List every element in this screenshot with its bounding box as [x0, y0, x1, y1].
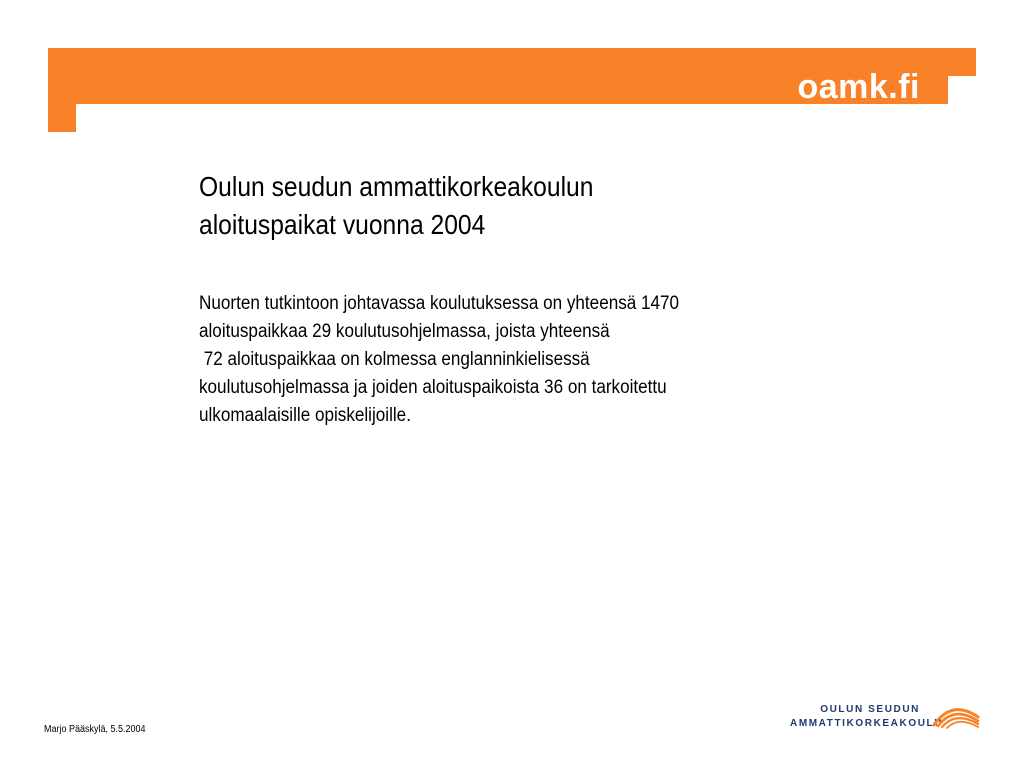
- slide-body: [199, 290, 811, 430]
- title-line: aloituspaikat vuonna 2004: [199, 209, 486, 240]
- body-line: koulutusohjelmassa ja joiden aloituspaikoista 36 on tarkoitettu: [199, 377, 667, 398]
- header-band-tab: [48, 104, 76, 132]
- body-line: 72 aloituspaikkaa on kolmessa englanninkielisessä: [199, 349, 590, 370]
- title-line: Oulun seudun ammattikorkeakoulun: [199, 171, 594, 202]
- logo-line: OULUN SEUDUN: [820, 704, 920, 715]
- slide-title: [199, 168, 745, 244]
- institution-logo-text: [790, 703, 944, 731]
- footer-author-date: Marjo Pääskylä, 5.5.2004: [44, 724, 146, 735]
- header-band-notch: [948, 76, 976, 104]
- brand-wordmark: oamk.fi: [797, 70, 920, 104]
- logo-line: AMMATTIKORKEAKOULU: [790, 718, 944, 729]
- body-line: aloituspaikkaa 29 koulutusohjelmassa, joista yhteensä: [199, 321, 610, 342]
- body-line: Nuorten tutkintoon johtavassa koulutuksessa on yhteensä 1470: [199, 293, 680, 314]
- sunrise-arcs-icon: [930, 695, 982, 729]
- body-line: ulkomaalaisille opiskelijoille.: [199, 405, 411, 426]
